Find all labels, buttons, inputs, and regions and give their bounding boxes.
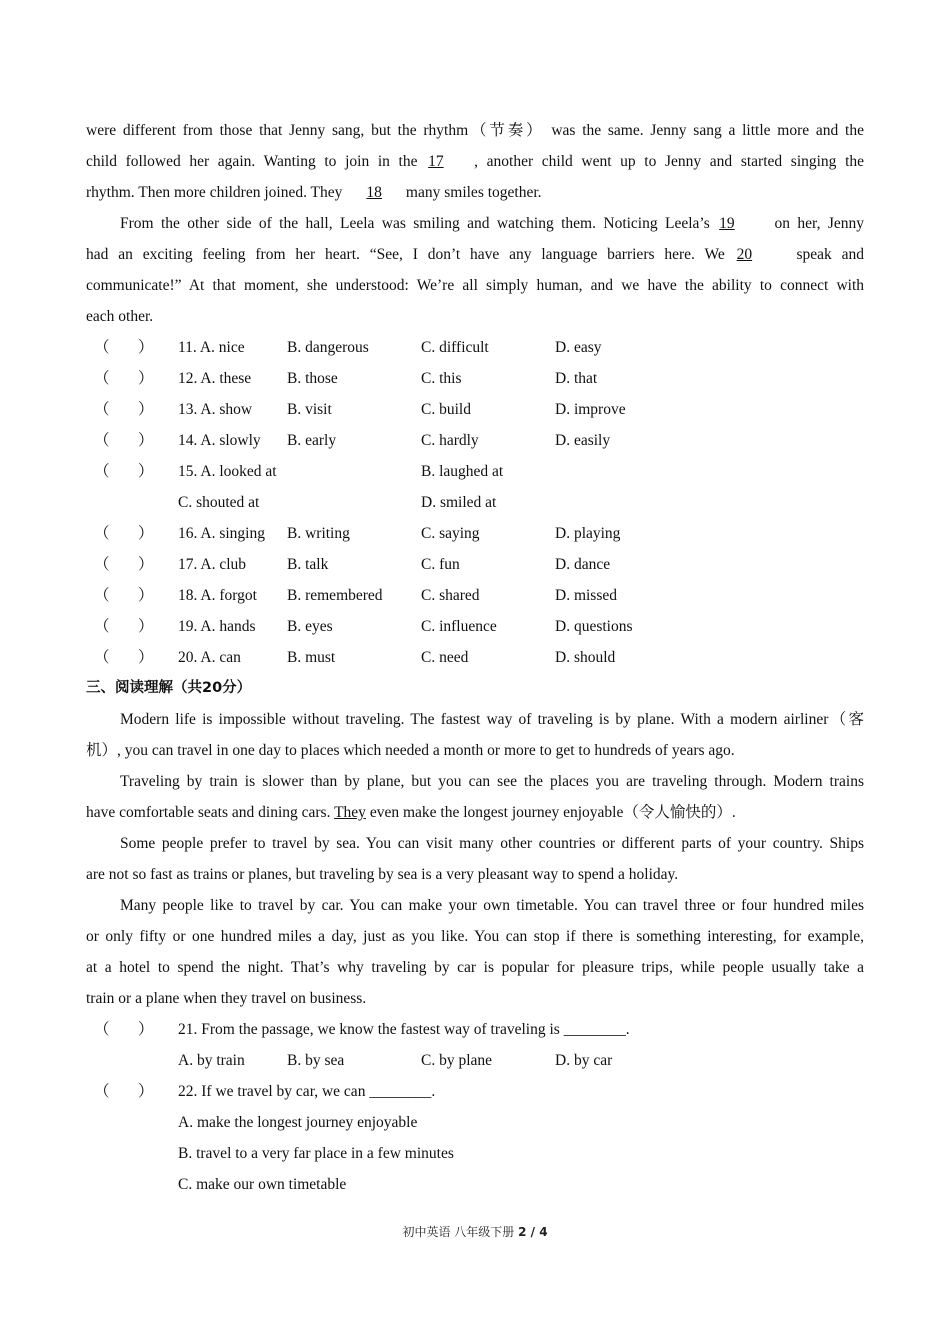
- section-heading: 三、阅读理解（共20分）: [86, 680, 252, 696]
- question-20: （ ） 20. A. can B. must C. need D. should: [94, 649, 616, 666]
- passage-line: each other.: [86, 308, 154, 325]
- blank-17: 17: [428, 153, 444, 170]
- reading-line: or only fifty or one hundred miles a day, just as you like. You can stop if there is something interesting, for example,: [86, 928, 864, 945]
- question-12: （ ） 12. A. these B. those C. this D. that: [94, 370, 598, 387]
- footer-title: 初中英语 八年级下册: [402, 1225, 515, 1239]
- question-11: （ ） 11. A. nice B. dangerous C. difficult D. easy: [94, 339, 602, 356]
- question-15: （ ） 15. A. looked at B. laughed at: [94, 463, 504, 480]
- question-16: （ ） 16. A. singing B. writing C. saying D. playing: [94, 525, 621, 542]
- option-b: B. by sea: [287, 1052, 345, 1069]
- passage-line: From the other side of the hall, Leela was smiling and watching them. Noticing Leela’s 19 on her, Jenny: [86, 208, 864, 239]
- page-number: 2 / 4: [518, 1225, 548, 1239]
- reading-line: 机）, you can travel in one day to places which needed a month or more to get to hundreds of years ago.: [86, 742, 735, 759]
- option-a: A. make the longest journey enjoyable: [178, 1114, 418, 1131]
- question-13: （ ） 13. A. show B. visit C. build D. improve: [94, 401, 626, 418]
- question-22: （ ） 22. If we travel by car, we can ________.: [94, 1083, 436, 1100]
- question-21-options: [86, 1045, 864, 1076]
- page-footer: [0, 1223, 950, 1240]
- blank-19: 19: [719, 215, 735, 232]
- option-a: A. by train: [178, 1052, 245, 1069]
- question-14: （ ） 14. A. slowly B. early C. hardly D. easily: [94, 432, 611, 449]
- question-15-options: C. shouted at D. smiled at: [178, 494, 497, 511]
- question-17: （ ） 17. A. club B. talk C. fun D. dance: [94, 556, 611, 573]
- blank-18: 18: [366, 184, 382, 201]
- exam-page: [86, 115, 864, 1200]
- option-c: C. make our own timetable: [178, 1176, 347, 1193]
- reading-line: Many people like to travel by car. You can make your own timetable. You can travel three or four hundred miles: [120, 897, 864, 914]
- blank-20: 20: [736, 246, 753, 263]
- question-18: （ ） 18. A. forgot B. remembered C. shared D. missed: [94, 587, 617, 604]
- passage-line: rhythm. Then more children joined. They 18 many smiles together.: [86, 177, 864, 208]
- reading-line: Modern life is impossible without traveling. The fastest way of traveling is by plane. With a modern airliner（客: [120, 711, 864, 728]
- passage-line: had an exciting feeling from her heart. “See, I don’t have any language barriers here. We 20 speak and: [86, 239, 864, 270]
- passage-line: communicate!” At that moment, she understood: We’re all simply human, and we have the ability to connect with: [86, 277, 864, 294]
- question-21: （ ） 21. From the passage, we know the fastest way of traveling is ________.: [94, 1021, 630, 1038]
- underlined-word: They: [334, 804, 366, 821]
- passage-line: were different from those that Jenny sang, but the rhythm（节奏） was the same. Jenny sang a little more and the: [86, 122, 864, 139]
- reading-line: train or a plane when they travel on business.: [86, 990, 367, 1007]
- reading-line: have comfortable seats and dining cars. They even make the longest journey enjoyable（令人愉快的）.: [86, 804, 736, 821]
- option-b: B. travel to a very far place in a few minutes: [178, 1145, 454, 1162]
- option-c: C. by plane: [421, 1052, 493, 1069]
- reading-line: Some people prefer to travel by sea. You can visit many other countries or different parts of your country. Ships: [120, 835, 864, 852]
- passage-line: child followed her again. Wanting to join in the 17 , another child went up to Jenny and started singing the: [86, 146, 864, 177]
- reading-line: Traveling by train is slower than by plane, but you can see the places you are traveling through. Modern trains: [120, 773, 864, 790]
- option-d: D. by car: [555, 1052, 613, 1069]
- question-19: （ ） 19. A. hands B. eyes C. influence D. questions: [94, 618, 633, 635]
- reading-line: at a hotel to spend the night. That’s why traveling by car is popular for pleasure trips, while people usually take a: [86, 959, 864, 976]
- reading-line: are not so fast as trains or planes, but traveling by sea is a very pleasant way to spend a holiday.: [86, 866, 679, 883]
